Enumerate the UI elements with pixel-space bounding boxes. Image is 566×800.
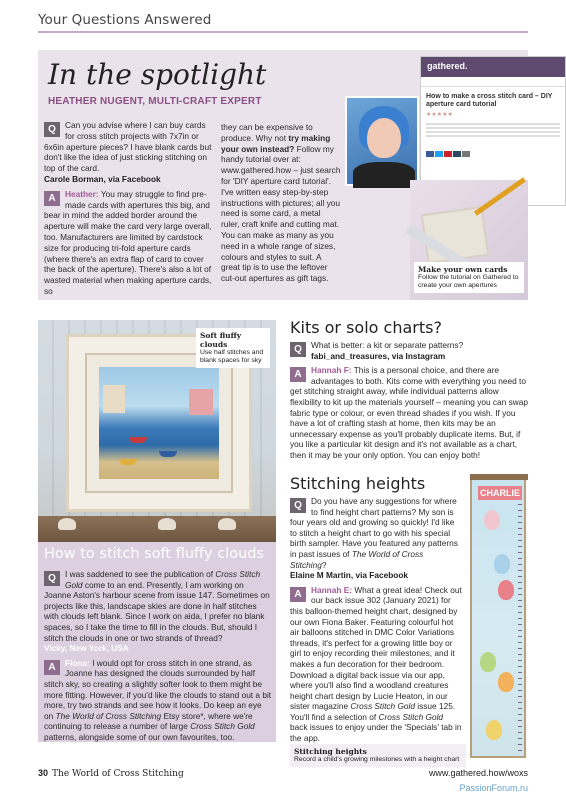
section-rule — [38, 31, 528, 33]
answer-badge: A — [290, 587, 306, 602]
clouds-caption-text: Use half stitches and blank spaces for sky — [200, 349, 264, 364]
heights-answer-italic-1: Cross Stitch Gold — [350, 701, 415, 712]
watermark: PassionForum.ru — [459, 783, 528, 793]
footer-left — [38, 768, 184, 779]
heights-body — [290, 496, 462, 748]
heights-question-2: ? — [321, 559, 327, 570]
clouds-asker: Vicky, New York, USA — [44, 643, 129, 654]
balloon-icon — [498, 580, 514, 600]
spotlight-question: Can you advise where I can buy cards for cross stitch projects with 7x7in or 6x6in aperture pieces? I have blank cards but don't like the idea of just sticking stitching on top of the card. — [44, 120, 212, 174]
screenshot-text-lines — [421, 118, 565, 142]
balloon-icon — [484, 510, 500, 530]
clouds-body — [44, 569, 272, 743]
shell-icon — [218, 518, 236, 530]
clouds-speaker: Fiona: — [65, 657, 90, 668]
expert-portrait — [345, 96, 419, 186]
spotlight-panel — [38, 50, 553, 300]
spotlight-column-1 — [44, 120, 216, 297]
clouds-panel — [38, 542, 276, 742]
email-icon — [462, 151, 470, 157]
question-badge: Q — [290, 342, 306, 357]
spotlight-answer-1: You may struggle to find pre-made cards with apertures this big, and bear in mind the added border around the aperture will make the card very large overall, too. Manufacturers are limited by cardstock size for producing tri-fold aperture cards (where there's an extra flap of card to cover the back of the aperture). There's also a lot of wasted material when making aperture cards, so — [44, 188, 212, 296]
clouds-answer-1: I would opt for cross stitch in one strand, as Joanne has designed the clouds surrounded by half stitch sky, so creating a slightly softer look to them might be more fitting. However, if you'd like the clouds to stand out a bit more, try two strands and see how it looks. Do keep an eye on — [44, 657, 272, 721]
kits-answer: This is a personal choice, and there are advantages to both. Kits come with everything you need to get stitching straight away, while individual patterns allow flexibility to kit up the materials yourself – meaning you can swap fabric type or colour, or even thread shades if you wish. If you have a lot of crafting stash at home, then kits may be an unnecessary expense as you'll probably duplicate items. But, if you like a particular kit design and it's not available as a chart, then it may be your only option. You can enjoy both! — [290, 365, 528, 460]
heights-question-1: Do you have any suggestions for where to find height chart patterns? My son is four years old and growing so quickly! I'd like to stitch a height chart to go with his special birth sampler. Have you featured any patterns in past issues of — [290, 496, 458, 559]
clouds-photo-caption — [196, 328, 270, 368]
balloon-icon — [498, 672, 514, 692]
section-title: Your Questions Answered — [38, 12, 212, 28]
clouds-question-1: I was saddened to see the publication of — [65, 569, 216, 579]
harbour-picture — [99, 367, 219, 479]
answer-badge: A — [290, 367, 306, 382]
question-badge: Q — [290, 498, 306, 513]
heights-speaker: Hannah E: — [311, 584, 353, 595]
spotlight-asker: Carole Borman, via Facebook — [44, 173, 161, 184]
pinterest-icon — [444, 151, 452, 157]
balloon-icon — [494, 554, 510, 574]
clouds-title: How to stitch soft fluffy clouds — [44, 546, 265, 562]
tumblr-icon — [453, 151, 461, 157]
heights-answer-3: back issues to enjoy under the 'Specials' tab in the app. — [290, 722, 462, 744]
answer-badge: A — [44, 660, 60, 675]
clouds-question-2: come to an end. Presently, I am working on Joanne Aston's harbour scene from issue 147. Sometimes on projects like this, landscape skies are done in half stitches with clouds left blank. Since I work on aida, I prefer no blank spaces, so I take the time to fill in the clouds. But, should I stitch the clouds in one or two strands of thread? — [44, 579, 270, 643]
twitter-icon — [435, 151, 443, 157]
answer-badge: A — [44, 191, 60, 206]
heights-caption-title: Stitching heights — [294, 747, 367, 756]
spotlight-title: In the spotlight — [48, 58, 267, 91]
kits-title: Kits or solo charts? — [290, 318, 442, 337]
rating-stars-icon: ★★★★★ — [426, 112, 453, 118]
kits-asker: fabi_and_treasures, via Instagram — [311, 350, 446, 361]
clouds-answer-2: Etsy store*, where we're continuing to release a number of large — [44, 710, 253, 732]
height-ruler — [518, 504, 522, 754]
clouds-answer-3: patterns, alongside some of our own favourites, too. — [44, 731, 235, 742]
heights-caption — [290, 744, 466, 767]
heights-asker: Elaine M Martin, via Facebook — [290, 570, 409, 581]
heights-title: Stitching heights — [290, 474, 426, 493]
facebook-icon — [426, 151, 434, 157]
shell-icon — [58, 518, 76, 530]
screenshot-brand: gathered. — [421, 57, 565, 77]
clouds-question-italic: Cross Stitch Gold — [65, 569, 261, 590]
kits-body — [290, 340, 528, 461]
balloon-icon — [486, 720, 502, 740]
question-badge: Q — [44, 122, 60, 137]
heights-caption-text: Record a child's growing milestones with a height chart — [294, 756, 460, 763]
kits-question: What is better: a kit or separate patterns? — [311, 340, 464, 350]
heights-question-italic: The World of Cross Stitching — [290, 548, 424, 570]
clouds-answer-italic-1: The World of Cross Stitching — [55, 710, 162, 721]
footer-url[interactable]: www.gathered.how/woxs — [428, 768, 528, 778]
page-number: 30 — [38, 768, 49, 778]
spotlight-column-2 — [221, 122, 341, 284]
magazine-name: The World of Cross Stitching — [52, 769, 184, 779]
cards-caption — [414, 262, 524, 293]
cards-caption-text: Follow the tutorial on Gathered to create your own apertures — [418, 274, 519, 289]
spotlight-speaker: Heather: — [65, 188, 99, 199]
spotlight-answer-2-bold: try making your own instead? — [221, 132, 331, 154]
screenshot-nav — [421, 77, 565, 87]
shell-icon — [158, 518, 176, 530]
cards-caption-title: Make your own cards — [418, 265, 508, 274]
spotlight-answer-2b: Follow my handy tutorial over at: www.gathered.how – just search for 'DIY aperture card tutorial'. I've written easy step-by-step instructions with pictures; all you need is some card, a metal ruler, craft knife and cutting mat. You can make as many as you need in a whole range of sizes, colours and styles to suit. A great tip is to use the leftover cut-out apertures as gift tags. — [221, 143, 341, 284]
clouds-caption-title: Soft fluffy clouds — [200, 331, 242, 349]
heights-answer-italic-2: Cross Stitch Gold — [378, 711, 444, 722]
share-icons — [421, 142, 565, 164]
spotlight-answer-2a: they can be expensive to produce. Why not — [221, 122, 313, 143]
heights-answer-2: issue 125. You'll find a selection of — [290, 701, 456, 722]
question-badge: Q — [44, 571, 60, 586]
heights-answer-1: What a great idea! Check out our back issue 302 (January 2021) for this balloon-themed height chart, designed by our own Fiona Baker. Featuring colourful hot air balloons stitched in DMC Color Variations threads, it's perfect for a growing little boy or girl to enjoy recording their milestones, and it makes a fun decoration for their bedroom. Download a digital back issue via our app, where you'll also find a woodland creatures height chart design by Lucie Heaton, in our sister magazine — [290, 584, 462, 712]
screenshot-title: How to make a cross stitch card – DIY aperture card tutorial — [426, 93, 553, 108]
spotlight-expert: HEATHER NUGENT, MULTI-CRAFT EXPERT — [48, 96, 262, 107]
kits-speaker: Hannah F: — [311, 365, 352, 376]
clouds-answer-italic-2: Cross Stitch Gold — [190, 721, 255, 732]
balloon-icon — [480, 652, 496, 672]
height-chart-name: CHARLIE — [480, 488, 520, 498]
height-chart-photo — [470, 474, 526, 758]
